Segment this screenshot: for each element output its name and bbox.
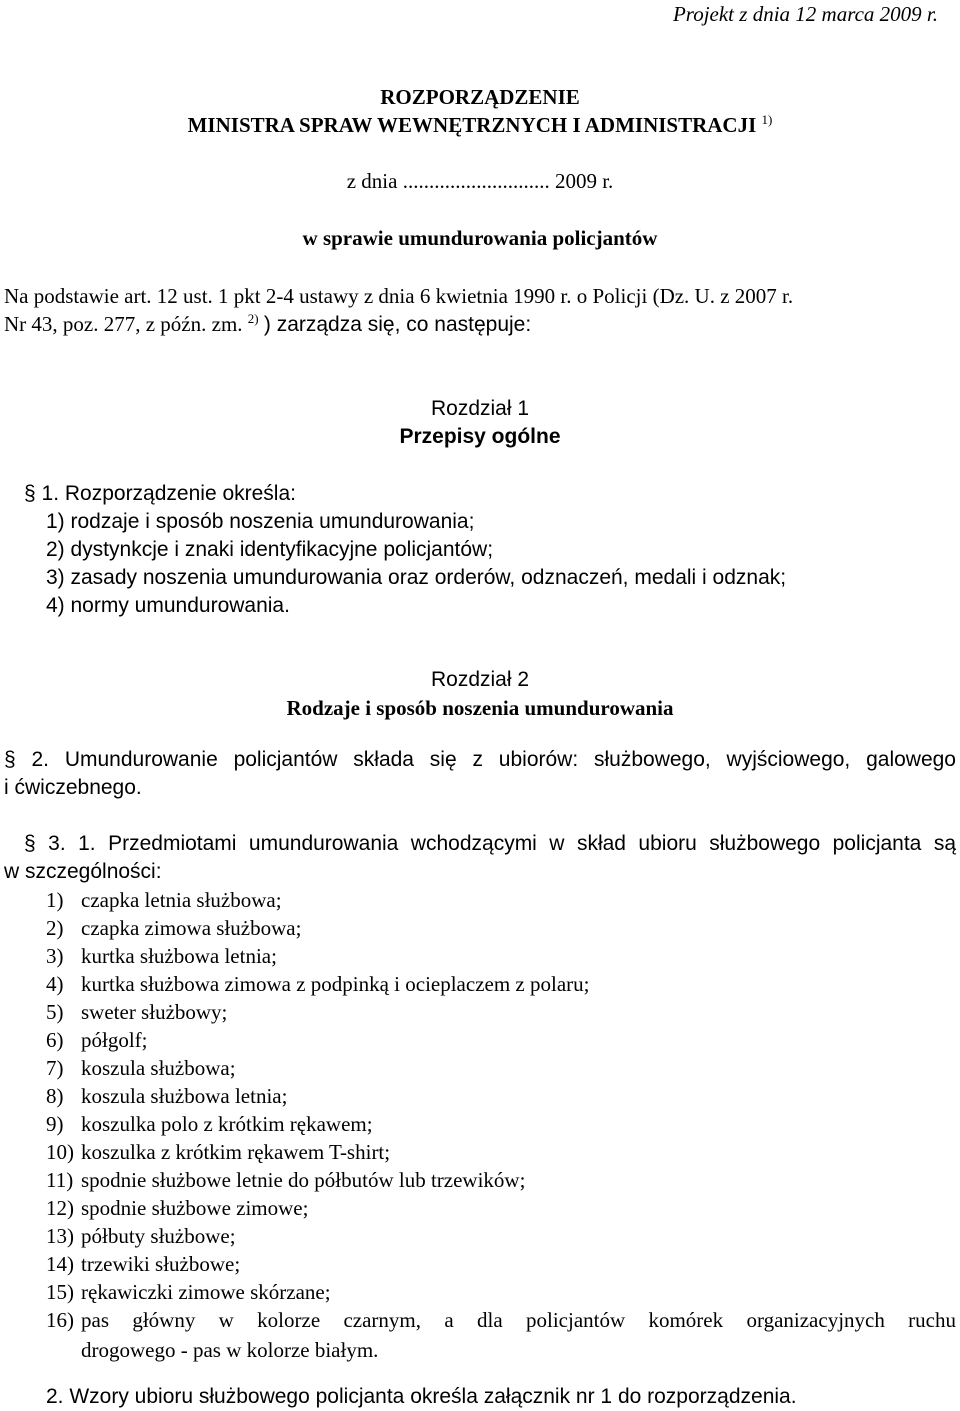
paragraph-1-item: 4) normy umundurowania. (46, 594, 290, 617)
preamble-enactment: ) zarządza się, co następuje: (263, 313, 532, 336)
regulation-title: ROZPORZĄDZENIE (380, 85, 580, 109)
uniform-item-text: koszula służbowa letnia; (81, 1084, 288, 1108)
chapter-1-label: Rozdział 1 (430, 397, 530, 420)
chapter-2-label: Rozdział 2 (430, 668, 530, 691)
uniform-item-text: trzewiki służbowe; (81, 1252, 241, 1276)
uniform-item (46, 886, 282, 914)
uniform-item (46, 1306, 956, 1334)
uniform-item-text: czapka letnia służbowa; (81, 888, 282, 912)
paragraph-1-item: 1) rodzaje i sposób noszenia umundurowania; (46, 510, 475, 533)
preamble-line-2 (4, 310, 531, 339)
uniform-item-number: 14) (46, 1252, 74, 1276)
uniform-item-number: 16) (46, 1308, 74, 1332)
uniform-item (46, 914, 301, 942)
uniform-item-text: koszulka polo z krótkim rękawem; (81, 1112, 373, 1136)
ministry-title (0, 111, 960, 139)
footnote-ref-1: 1) (761, 112, 773, 127)
regulation-subject: w sprawie umundurowania policjantów (302, 226, 658, 250)
paragraph-1-item: 2) dystynkcje i znaki identyfikacyjne policjantów; (46, 538, 494, 561)
uniform-item-text: sweter służbowy; (81, 1000, 228, 1024)
uniform-item-number: 7) (46, 1056, 64, 1080)
uniform-item-text: półbuty służbowe; (81, 1224, 236, 1248)
footnote-ref-2: 2) (247, 311, 259, 326)
chapter-1-title: Przepisy ogólne (399, 425, 561, 448)
uniform-item (46, 1026, 148, 1054)
uniform-item-number: 2) (46, 916, 64, 940)
paragraph-2-line-2: i ćwiczebnego. (4, 776, 142, 799)
uniform-item (46, 998, 227, 1026)
uniform-item (46, 1082, 287, 1110)
uniform-item-16-continuation: drogowego - pas w kolorze białym. (81, 1338, 379, 1362)
uniform-item-text: pas główny w kolorze czarnym, a dla policjantów komórek organizacyjnych ruchu (81, 1308, 956, 1332)
regulation-date: z dnia ............................ 2009 r. (346, 169, 614, 193)
uniform-item-text: kurtka służbowa zimowa z podpinką i ocieplaczem z polaru; (81, 972, 590, 996)
uniform-item-number: 6) (46, 1028, 64, 1052)
uniform-item (46, 1138, 390, 1166)
uniform-item (46, 1194, 308, 1222)
uniform-item-number: 3) (46, 944, 64, 968)
preamble-citation: Nr 43, poz. 277, z późn. zm. (4, 312, 243, 336)
ministry-name: MINISTRA SPRAW WEWNĘTRZNYCH I ADMINISTRACJI (187, 113, 757, 137)
uniform-item-text: koszula służbowa; (81, 1056, 236, 1080)
uniform-item (46, 970, 589, 998)
paragraph-3-section-2: 2. Wzory ubioru służbowego policjanta określa załącznik nr 1 do rozporządzenia. (46, 1385, 797, 1408)
uniform-item (46, 1110, 373, 1138)
uniform-item-number: 12) (46, 1196, 74, 1220)
paragraph-1-item: 3) zasady noszenia umundurowania oraz orderów, odznaczeń, medali i odznak; (46, 566, 787, 589)
uniform-item-number: 10) (46, 1140, 74, 1164)
uniform-item-number: 15) (46, 1280, 74, 1304)
uniform-item-number: 4) (46, 972, 64, 996)
uniform-item-text: spodnie służbowe letnie do półbutów lub trzewików; (81, 1168, 526, 1192)
preamble-line-1: Na podstawie art. 12 ust. 1 pkt 2-4 ustawy z dnia 6 kwietnia 1990 r. o Policji (Dz. U. z 2007 r. (4, 284, 794, 308)
paragraph-2-line-1: § 2. Umundurowanie policjantów składa się z ubiorów: służbowego, wyjściowego, galowego (4, 748, 956, 771)
uniform-item-number: 13) (46, 1224, 74, 1248)
paragraph-1-intro: § 1. Rozporządzenie określa: (24, 482, 296, 505)
uniform-item (46, 1250, 240, 1278)
paragraph-3-line-2: w szczególności: (4, 860, 162, 883)
chapter-2-title: Rodzaje i sposób noszenia umundurowania (286, 696, 674, 720)
project-note: Projekt z dnia 12 marca 2009 r. (672, 2, 938, 26)
uniform-item-text: koszulka z krótkim rękawem T-shirt; (81, 1140, 391, 1164)
uniform-item (46, 1054, 236, 1082)
uniform-item-text: półgolf; (81, 1028, 148, 1052)
uniform-item-number: 1) (46, 888, 64, 912)
uniform-item-number: 9) (46, 1112, 64, 1136)
uniform-item (46, 1278, 331, 1306)
uniform-item (46, 942, 277, 970)
uniform-item-number: 8) (46, 1084, 64, 1108)
uniform-item (46, 1166, 525, 1194)
uniform-item-text: czapka zimowa służbowa; (81, 916, 302, 940)
uniform-item-text: spodnie służbowe zimowe; (81, 1196, 309, 1220)
paragraph-3-line-1: § 3. 1. Przedmiotami umundurowania wchodzącymi w skład ubioru służbowego policjanta są (24, 832, 956, 855)
uniform-item (46, 1222, 236, 1250)
uniform-item-text: kurtka służbowa letnia; (81, 944, 277, 968)
uniform-item-text: rękawiczki zimowe skórzane; (81, 1280, 331, 1304)
uniform-item-number: 11) (46, 1168, 74, 1192)
uniform-item-number: 5) (46, 1000, 64, 1024)
